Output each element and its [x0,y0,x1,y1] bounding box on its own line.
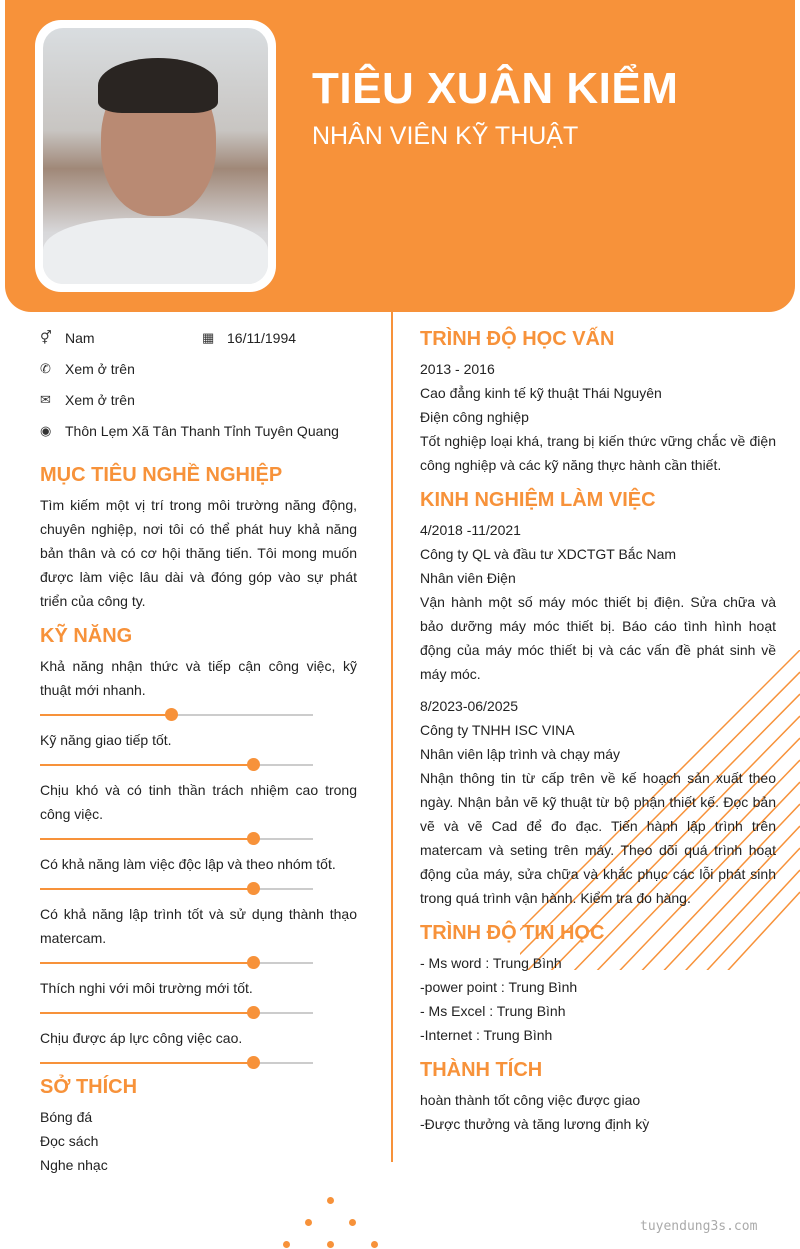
education-period: 2013 - 2016 [420,361,495,377]
objective-text: Tìm kiếm một vị trí trong môi trường năng động, chuyên nghiệp, nơi tôi có thể phát huy khả năng bản thân và có cơ hội thăng tiến. Tôi mong muốn được làm việc lâu dài và đóng góp vào sự phát triển của công ty. [40,497,357,609]
experience-position: Nhân viên lập trình và chạy máy [420,746,620,762]
experience-period: 4/2018 -11/2021 [420,522,521,538]
skill-level-knob [247,1006,260,1019]
it-skills-heading: TRÌNH ĐỘ TIN HỌC [420,922,605,944]
gender-row [40,322,202,353]
it-skill-item: -Internet : Trung Bình [420,1027,553,1043]
skill-item [40,778,357,840]
experience-position: Nhân viên Điện [420,570,516,586]
gender-value: Nam [65,329,95,346]
decorative-dot [327,1241,334,1248]
location-pin-icon: ◉ [40,422,52,438]
experience-company: Công ty QL và đầu tư XDCTGT Bắc Nam [420,546,677,562]
experience-description: Nhận thông tin từ cấp trên về kế hoạch sản xuất theo ngày. Nhận bản vẽ kỹ thuật từ bộ phận thiết kế. Đọc bản vẽ và vẽ Cad để đo đạc. Tiến hành lập trình trên matercam và seting trên máy. Theo dõi quá trình hoạt động của máy, sửa chữa và khắc phục các lỗi phát sinh trong quá trình vận hành. Kiểm tra đo hàng. [420,770,776,906]
experience-description: Vận hành một số máy móc thiết bị điện. Sửa chữa và bảo dưỡng máy móc thiết bị. Báo cáo tình hình hoạt động của máy móc thiết bị và các vấn đề phát sinh về máy móc. [420,594,776,682]
email-row [40,384,357,415]
decorative-dot [349,1219,356,1226]
skill-level-knob [247,758,260,771]
skills-heading: KỸ NĂNG [40,625,133,647]
skill-item [40,728,357,766]
skill-label: Thích nghi với môi trường mới tốt. [40,980,253,996]
decorative-dot [283,1241,290,1248]
phone-icon: ✆ [40,360,51,376]
hobby-item: Nghe nhạc [40,1157,108,1173]
skill-level-fill [40,1012,253,1014]
skill-item [40,1026,357,1064]
education-school: Cao đẳng kinh tế kỹ thuật Thái Nguyên [420,385,662,401]
experience-item [420,518,776,686]
email-value: Xem ở trên [65,391,135,408]
awards-heading: THÀNH TÍCH [420,1059,543,1081]
column-divider [391,312,393,1162]
skill-label: Có khả năng lập trình tốt và sử dụng thành thạo matercam. [40,906,357,946]
decorative-dot [371,1241,378,1248]
skill-item [40,852,357,890]
skill-level-knob [247,832,260,845]
skill-level-bar [40,838,313,840]
skill-label: Có khả năng làm việc độc lập và theo nhóm tốt. [40,856,336,872]
skill-label: Chịu được áp lực công việc cao. [40,1030,243,1046]
hobby-item: Đọc sách [40,1133,99,1149]
calendar-icon: ▦ [202,329,215,345]
skill-level-bar [40,714,313,716]
skill-level-bar [40,962,313,964]
experience-heading: KINH NGHIỆM LÀM VIỆC [420,489,656,511]
skill-level-knob [247,882,260,895]
skill-item [40,976,357,1014]
skill-level-bar [40,764,313,766]
it-skill-item: - Ms Excel : Trung Bình [420,1003,566,1019]
skill-item [40,902,357,964]
award-item: -Được thưởng và tăng lương định kỳ [420,1116,650,1132]
skill-level-fill [40,1062,253,1064]
it-skill-item: - Ms word : Trung Bình [420,955,562,971]
skill-level-bar [40,888,313,890]
skill-level-fill [40,838,253,840]
skill-level-bar [40,1062,313,1064]
address-value: Thôn Lẹm Xã Tân Thanh Tỉnh Tuyên Quang [65,422,339,439]
experience-item [420,694,776,910]
gender-icon: ⚥ [40,329,52,345]
award-item: hoàn thành tốt công việc được giao [420,1092,641,1108]
skill-level-fill [40,714,171,716]
watermark: tuyendung3s.com [640,1219,758,1234]
hobbies-heading: SỞ THÍCH [40,1076,138,1098]
address-row [40,415,357,446]
experience-period: 8/2023-06/2025 [420,698,519,714]
skill-label: Chịu khó và có tinh thần trách nhiệm cao trong công việc. [40,782,357,822]
education-description: Tốt nghiệp loại khá, trang bị kiến thức vững chắc về điện công nghiệp và các kỹ năng thực hành cần thiết. [420,433,776,473]
left-column [40,322,357,1177]
decorative-dot [305,1219,312,1226]
skill-label: Kỹ năng giao tiếp tốt. [40,732,172,748]
skill-level-knob [165,708,178,721]
birthday-row [202,322,296,353]
education-major: Điện công nghiệp [420,409,529,425]
hobby-item: Bóng đá [40,1109,93,1125]
phone-row [40,353,357,384]
skills-list [40,654,357,1064]
skill-item [40,654,357,716]
education-heading: TRÌNH ĐỘ HỌC VẤN [420,328,615,350]
right-column [420,328,776,1136]
skill-level-fill [40,764,253,766]
phone-value: Xem ở trên [65,360,135,377]
skill-level-knob [247,1056,260,1069]
objective-heading: MỤC TIÊU NGHỀ NGHIỆP [40,464,283,486]
it-skill-item: -power point : Trung Bình [420,979,578,995]
decorative-dot [327,1197,334,1204]
birthday-value: 16/11/1994 [227,329,297,346]
skill-level-bar [40,1012,313,1014]
skill-level-fill [40,962,253,964]
skill-label: Khả năng nhận thức và tiếp cận công việc, kỹ thuật mới nhanh. [40,658,357,698]
skill-level-knob [247,956,260,969]
candidate-name: TIÊU XUÂN KIỂM [312,64,679,113]
skill-level-fill [40,888,253,890]
profile-photo [35,20,276,292]
experience-company: Công ty TNHH ISC VINA [420,722,575,738]
envelope-icon: ✉ [40,391,51,407]
candidate-title: NHÂN VIÊN KỸ THUẬT [312,122,579,150]
